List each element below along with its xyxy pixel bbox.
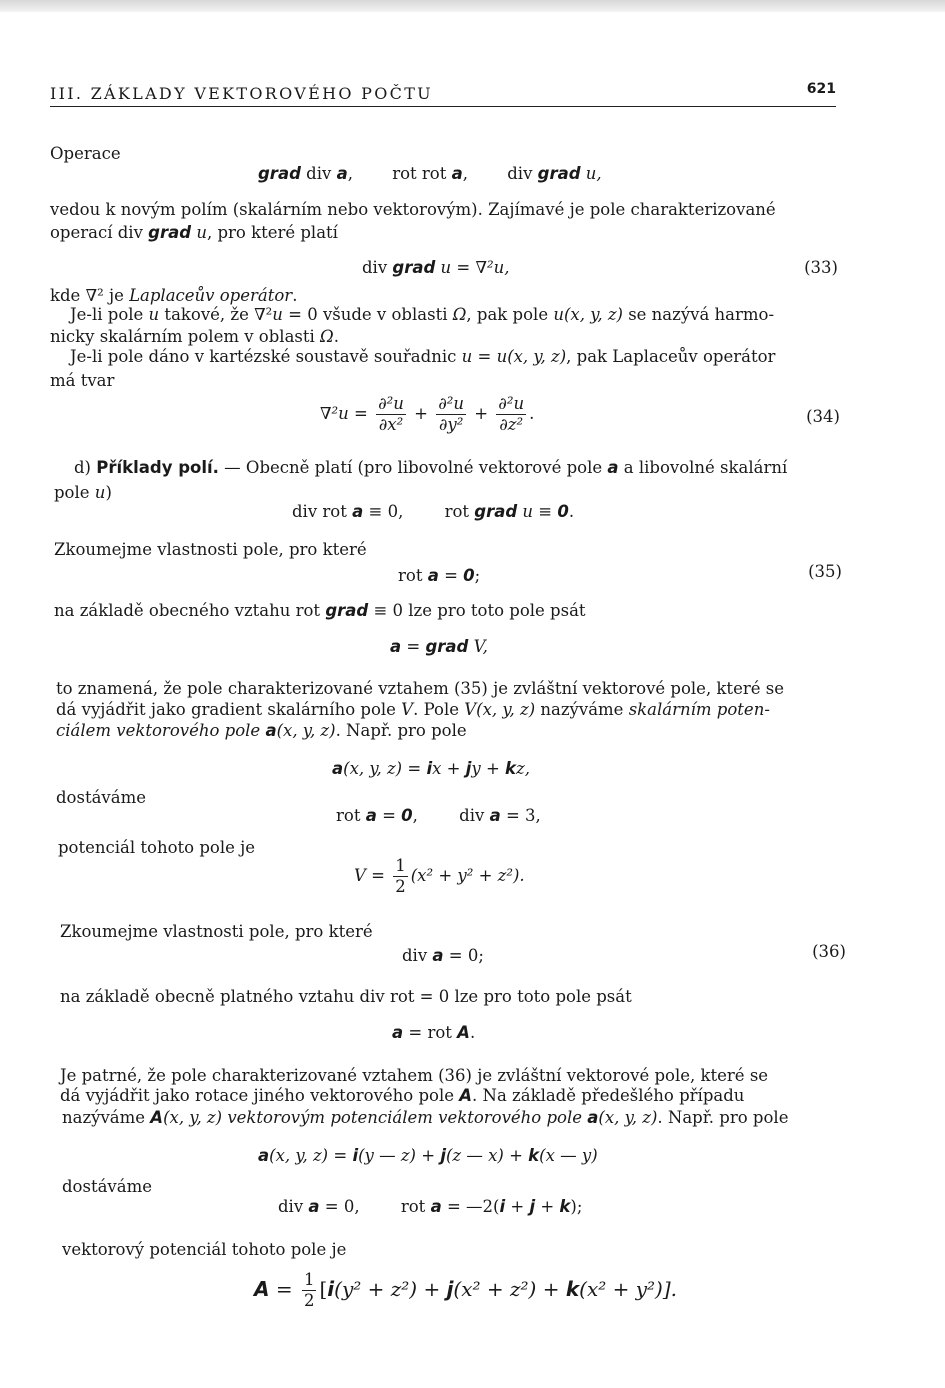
formula-text: , <box>347 164 353 183</box>
text: d) <box>74 458 97 477</box>
paragraph-line <box>70 303 774 326</box>
formula-text: = 0; <box>443 946 484 965</box>
formula-text: = —2( <box>441 1197 500 1216</box>
chapter-title: III. ZÁKLADY VEKTOROVÉHO POČTU <box>50 84 433 103</box>
grad-symbol: grad <box>425 637 469 656</box>
text: . Pole <box>413 700 465 719</box>
vector-a: a <box>336 164 348 183</box>
paragraph-line <box>56 698 770 721</box>
var-xyz: (x, y, z) <box>598 1108 658 1127</box>
grad-symbol: grad <box>258 164 301 183</box>
formula-text: + <box>505 1197 530 1216</box>
vector-a: a <box>365 806 377 825</box>
grad-symbol: grad <box>537 164 581 183</box>
equation-number-34: (34) <box>806 407 840 426</box>
formula-text: div <box>402 946 433 965</box>
text: . Např. pro pole <box>657 1108 789 1127</box>
formula-text: u = ∇²u, <box>435 258 510 277</box>
plus-sign: + <box>414 404 428 423</box>
unit-k: k <box>565 1277 580 1301</box>
formula-text: , <box>412 806 418 825</box>
formula-text: + <box>535 1197 560 1216</box>
vector-a: a <box>432 946 444 965</box>
unit-i: i <box>352 1146 359 1165</box>
unit-k: k <box>559 1197 571 1216</box>
term-scalar-potential: ciálem vektorového pole <box>56 721 266 740</box>
zero-vector: 0 <box>557 502 569 521</box>
running-header <box>50 82 836 107</box>
formula-text: (x — y) <box>539 1146 598 1165</box>
paragraph-line <box>54 599 586 622</box>
formula-identities <box>292 500 574 523</box>
paragraph-line <box>54 481 112 504</box>
var-u: u <box>272 305 283 324</box>
text: ≡ 0 lze pro toto pole psát <box>368 601 586 620</box>
vector-a: a <box>308 1197 320 1216</box>
formula-operations <box>258 162 602 185</box>
var-u: u <box>461 347 473 366</box>
formula-text: = 0, <box>319 1197 360 1216</box>
numerator: 1 <box>303 1270 315 1289</box>
var-u: u <box>94 483 106 502</box>
vector-a: a <box>390 637 402 656</box>
formula-text: rot <box>398 566 428 585</box>
vector-a: a <box>258 1146 270 1165</box>
vector-a: a <box>427 566 439 585</box>
paragraph-line <box>60 1084 744 1107</box>
unit-i: i <box>426 759 433 778</box>
formula-text: . <box>568 502 575 521</box>
zero-vector: 0 <box>463 566 475 585</box>
denominator: 2 <box>395 877 406 896</box>
denominator: ∂y² <box>438 415 464 434</box>
vector-a: a <box>489 806 501 825</box>
formula-text: (x, y, z) = <box>269 1146 353 1165</box>
grad-symbol: grad <box>392 258 436 277</box>
formula-text: div <box>507 164 538 183</box>
formula-text: div <box>459 806 490 825</box>
fraction <box>302 1270 317 1311</box>
text: . Na základě předešlého případu <box>472 1086 745 1105</box>
paragraph-line <box>62 1106 788 1129</box>
formula-text: = rot <box>403 1023 458 1042</box>
equation-number-33: (33) <box>804 258 838 277</box>
text: dá vyjádřit jako rotace jiného vektorového pole <box>60 1086 460 1105</box>
vector-A: A <box>459 1086 473 1105</box>
equation-number-36: (36) <box>812 942 846 961</box>
text: kde ∇² je <box>50 286 130 305</box>
var-u: u <box>196 223 207 242</box>
text: operací div <box>50 223 149 242</box>
var-xyz: (x, y, z) <box>276 721 336 740</box>
formula-text: (y² + z²) + <box>334 1277 447 1301</box>
formula-text: (x² + y²)]. <box>579 1277 677 1301</box>
paragraph-line <box>74 456 787 479</box>
text: Je-li pole dáno v kartézské soustavě souřadnic <box>70 347 462 366</box>
text-operace: Operace <box>50 144 121 163</box>
formula-scalar-potential <box>354 856 525 897</box>
paragraph-line: Je patrné, že pole charakterizované vztahem (36) je zvláštní vektorové pole, které se <box>60 1066 769 1085</box>
formula-text: ≡ 0, <box>363 502 404 521</box>
formula-text: (x² + z²) + <box>453 1277 566 1301</box>
text-dostavame: dostáváme <box>62 1177 153 1196</box>
formula-text: u ≡ <box>517 502 558 521</box>
unit-j: j <box>465 759 472 778</box>
paragraph-line <box>50 221 338 244</box>
formula-text: , <box>462 164 468 183</box>
denominator: ∂x² <box>378 415 404 434</box>
text: . <box>333 327 339 346</box>
formula-text: [ <box>319 1277 328 1301</box>
formula-text: (y — z) + <box>358 1146 441 1165</box>
formula-a-grad-v <box>390 635 488 658</box>
formula-text: V = <box>354 866 391 885</box>
vector-A: A <box>150 1108 164 1127</box>
formula-text: div <box>278 1197 309 1216</box>
vector-a: a <box>607 458 619 477</box>
unit-j: j <box>446 1277 454 1301</box>
formula-text: (x² + y² + z²). <box>410 866 525 885</box>
formula-text: rot rot <box>392 164 452 183</box>
formula-text: rot <box>400 1197 431 1216</box>
grad-symbol: grad <box>325 601 369 620</box>
formula-rot-div-2 <box>278 1195 582 1218</box>
text: . Např. pro pole <box>335 721 467 740</box>
formula-laplace-def <box>362 256 510 279</box>
formula-text: . <box>529 404 535 423</box>
vector-a: a <box>451 164 463 183</box>
var-omega: Ω <box>320 327 334 346</box>
var-uxyz: u(x, y, z) <box>496 347 567 366</box>
formula-rot-div-1 <box>336 804 541 827</box>
section-heading: Příklady polí. <box>96 458 219 477</box>
formula-text: V, <box>468 637 488 656</box>
numerator: ∂²u <box>498 394 525 413</box>
text: , pak pole <box>466 305 554 324</box>
text-dostavame: dostáváme <box>56 788 147 807</box>
var-vxyz: V(x, y, z) <box>464 700 536 719</box>
formula-laplace-cartesian <box>320 394 534 435</box>
denominator: 2 <box>303 1291 315 1310</box>
var-u: u <box>148 305 160 324</box>
formula-text: y + <box>471 759 506 778</box>
term-vector-potential: vektorovým potenciálem vektorového pole <box>227 1108 588 1127</box>
formula-vector-potential <box>254 1270 677 1311</box>
paragraph-line: má tvar <box>50 371 115 390</box>
formula-text: ); <box>570 1197 583 1216</box>
denominator: ∂z² <box>499 415 524 434</box>
book-page <box>50 0 846 1388</box>
formula-text: (x, y, z) = <box>343 759 427 778</box>
text: , pak Laplaceův operátor <box>566 347 776 366</box>
numerator: ∂²u <box>378 394 404 413</box>
fraction <box>496 394 526 435</box>
text: nazýváme <box>62 1108 151 1127</box>
unit-k: k <box>505 759 517 778</box>
fraction <box>376 394 406 435</box>
formula-text: ∇²u = <box>320 404 374 423</box>
var-xyz: (x, y, z) <box>163 1108 228 1127</box>
formula-text: = <box>438 566 464 585</box>
var-v: V <box>401 700 414 719</box>
zero-vector: 0 <box>401 806 413 825</box>
formula-text: x + <box>432 759 466 778</box>
paragraph-line <box>70 345 775 368</box>
paragraph-line: vedou k novým polím (skalárním nebo vektorovým). Zajímavé je pole charakterizované <box>50 200 776 219</box>
paragraph-line: Zkoumejme vlastnosti pole, pro které <box>54 540 367 559</box>
formula-text: = <box>376 806 402 825</box>
vector-A: A <box>254 1277 270 1301</box>
text: se nazývá harmo- <box>622 305 775 324</box>
text: = 0 všude v oblasti <box>282 305 453 324</box>
formula-text: (z — x) + <box>445 1146 529 1165</box>
formula-text: rot <box>336 806 366 825</box>
formula-rot-zero <box>398 564 480 587</box>
text: , pro které platí <box>206 223 338 242</box>
vector-a: a <box>392 1023 404 1042</box>
text: Je-li pole <box>70 305 149 324</box>
text: ) <box>105 483 112 502</box>
text: — Obecně platí (pro libovolné vektorové pole <box>218 458 608 477</box>
paragraph-line: to znamená, že pole charakterizované vztahem (35) je zvláštní vektorové pole, které se <box>56 679 784 698</box>
fraction <box>393 856 408 897</box>
grad-symbol: grad <box>474 502 518 521</box>
formula-text: . <box>469 1023 476 1042</box>
var-uxyz: u(x, y, z) <box>553 305 623 324</box>
vector-a: a <box>430 1197 442 1216</box>
formula-text: div <box>362 258 393 277</box>
term-laplace-operator: Laplaceův operátor <box>129 286 293 305</box>
vector-a: a <box>587 1108 599 1127</box>
numerator: 1 <box>395 856 406 875</box>
unit-j: j <box>440 1146 446 1165</box>
term-scalar-potential: skalárním poten- <box>628 700 770 719</box>
paragraph-line <box>56 719 467 742</box>
plus-sign: + <box>474 404 489 423</box>
paragraph-line: Zkoumejme vlastnosti pole, pro které <box>60 922 373 941</box>
paragraph-line: potenciál tohoto pole je <box>58 838 255 857</box>
unit-j: j <box>529 1197 536 1216</box>
page-number: 621 <box>806 81 836 97</box>
text: = <box>472 347 497 366</box>
formula-text: u, <box>580 164 602 183</box>
formula-text: = <box>269 1277 299 1301</box>
formula-text: = <box>401 637 426 656</box>
formula-a-rot-A <box>392 1021 475 1044</box>
text: nicky skalárním polem v oblasti <box>50 327 321 346</box>
formula-text: z, <box>516 759 530 778</box>
vector-a: a <box>332 759 344 778</box>
formula-field-example-1 <box>332 757 530 780</box>
formula-div-zero <box>402 944 484 967</box>
paragraph-line: vektorový potenciál tohoto pole je <box>62 1240 347 1259</box>
fraction <box>436 394 466 435</box>
vector-a: a <box>265 721 277 740</box>
text: takové, že ∇² <box>159 305 273 324</box>
unit-i: i <box>327 1277 335 1301</box>
formula-text: ; <box>474 566 481 585</box>
formula-text: div <box>300 164 337 183</box>
text: dá vyjádřit jako gradient skalárního pole <box>56 700 402 719</box>
vector-a: a <box>352 502 364 521</box>
grad-symbol: grad <box>148 223 192 242</box>
formula-text: rot <box>444 502 475 521</box>
var-omega: Ω <box>452 305 467 324</box>
paragraph-line: na základě obecně platného vztahu div rot = 0 lze pro toto pole psát <box>60 987 632 1006</box>
text: pole <box>54 483 95 502</box>
unit-i: i <box>499 1197 506 1216</box>
text: a libovolné skalární <box>618 458 788 477</box>
formula-text: = 3, <box>500 806 541 825</box>
vector-A: A <box>457 1023 470 1042</box>
numerator: ∂²u <box>438 394 464 413</box>
text: nazýváme <box>535 700 629 719</box>
equation-number-35: (35) <box>808 562 842 581</box>
text: . <box>292 286 298 305</box>
text: na základě obecného vztahu rot <box>54 601 326 620</box>
formula-field-example-2 <box>258 1144 598 1167</box>
unit-k: k <box>528 1146 540 1165</box>
formula-text: div rot <box>292 502 353 521</box>
